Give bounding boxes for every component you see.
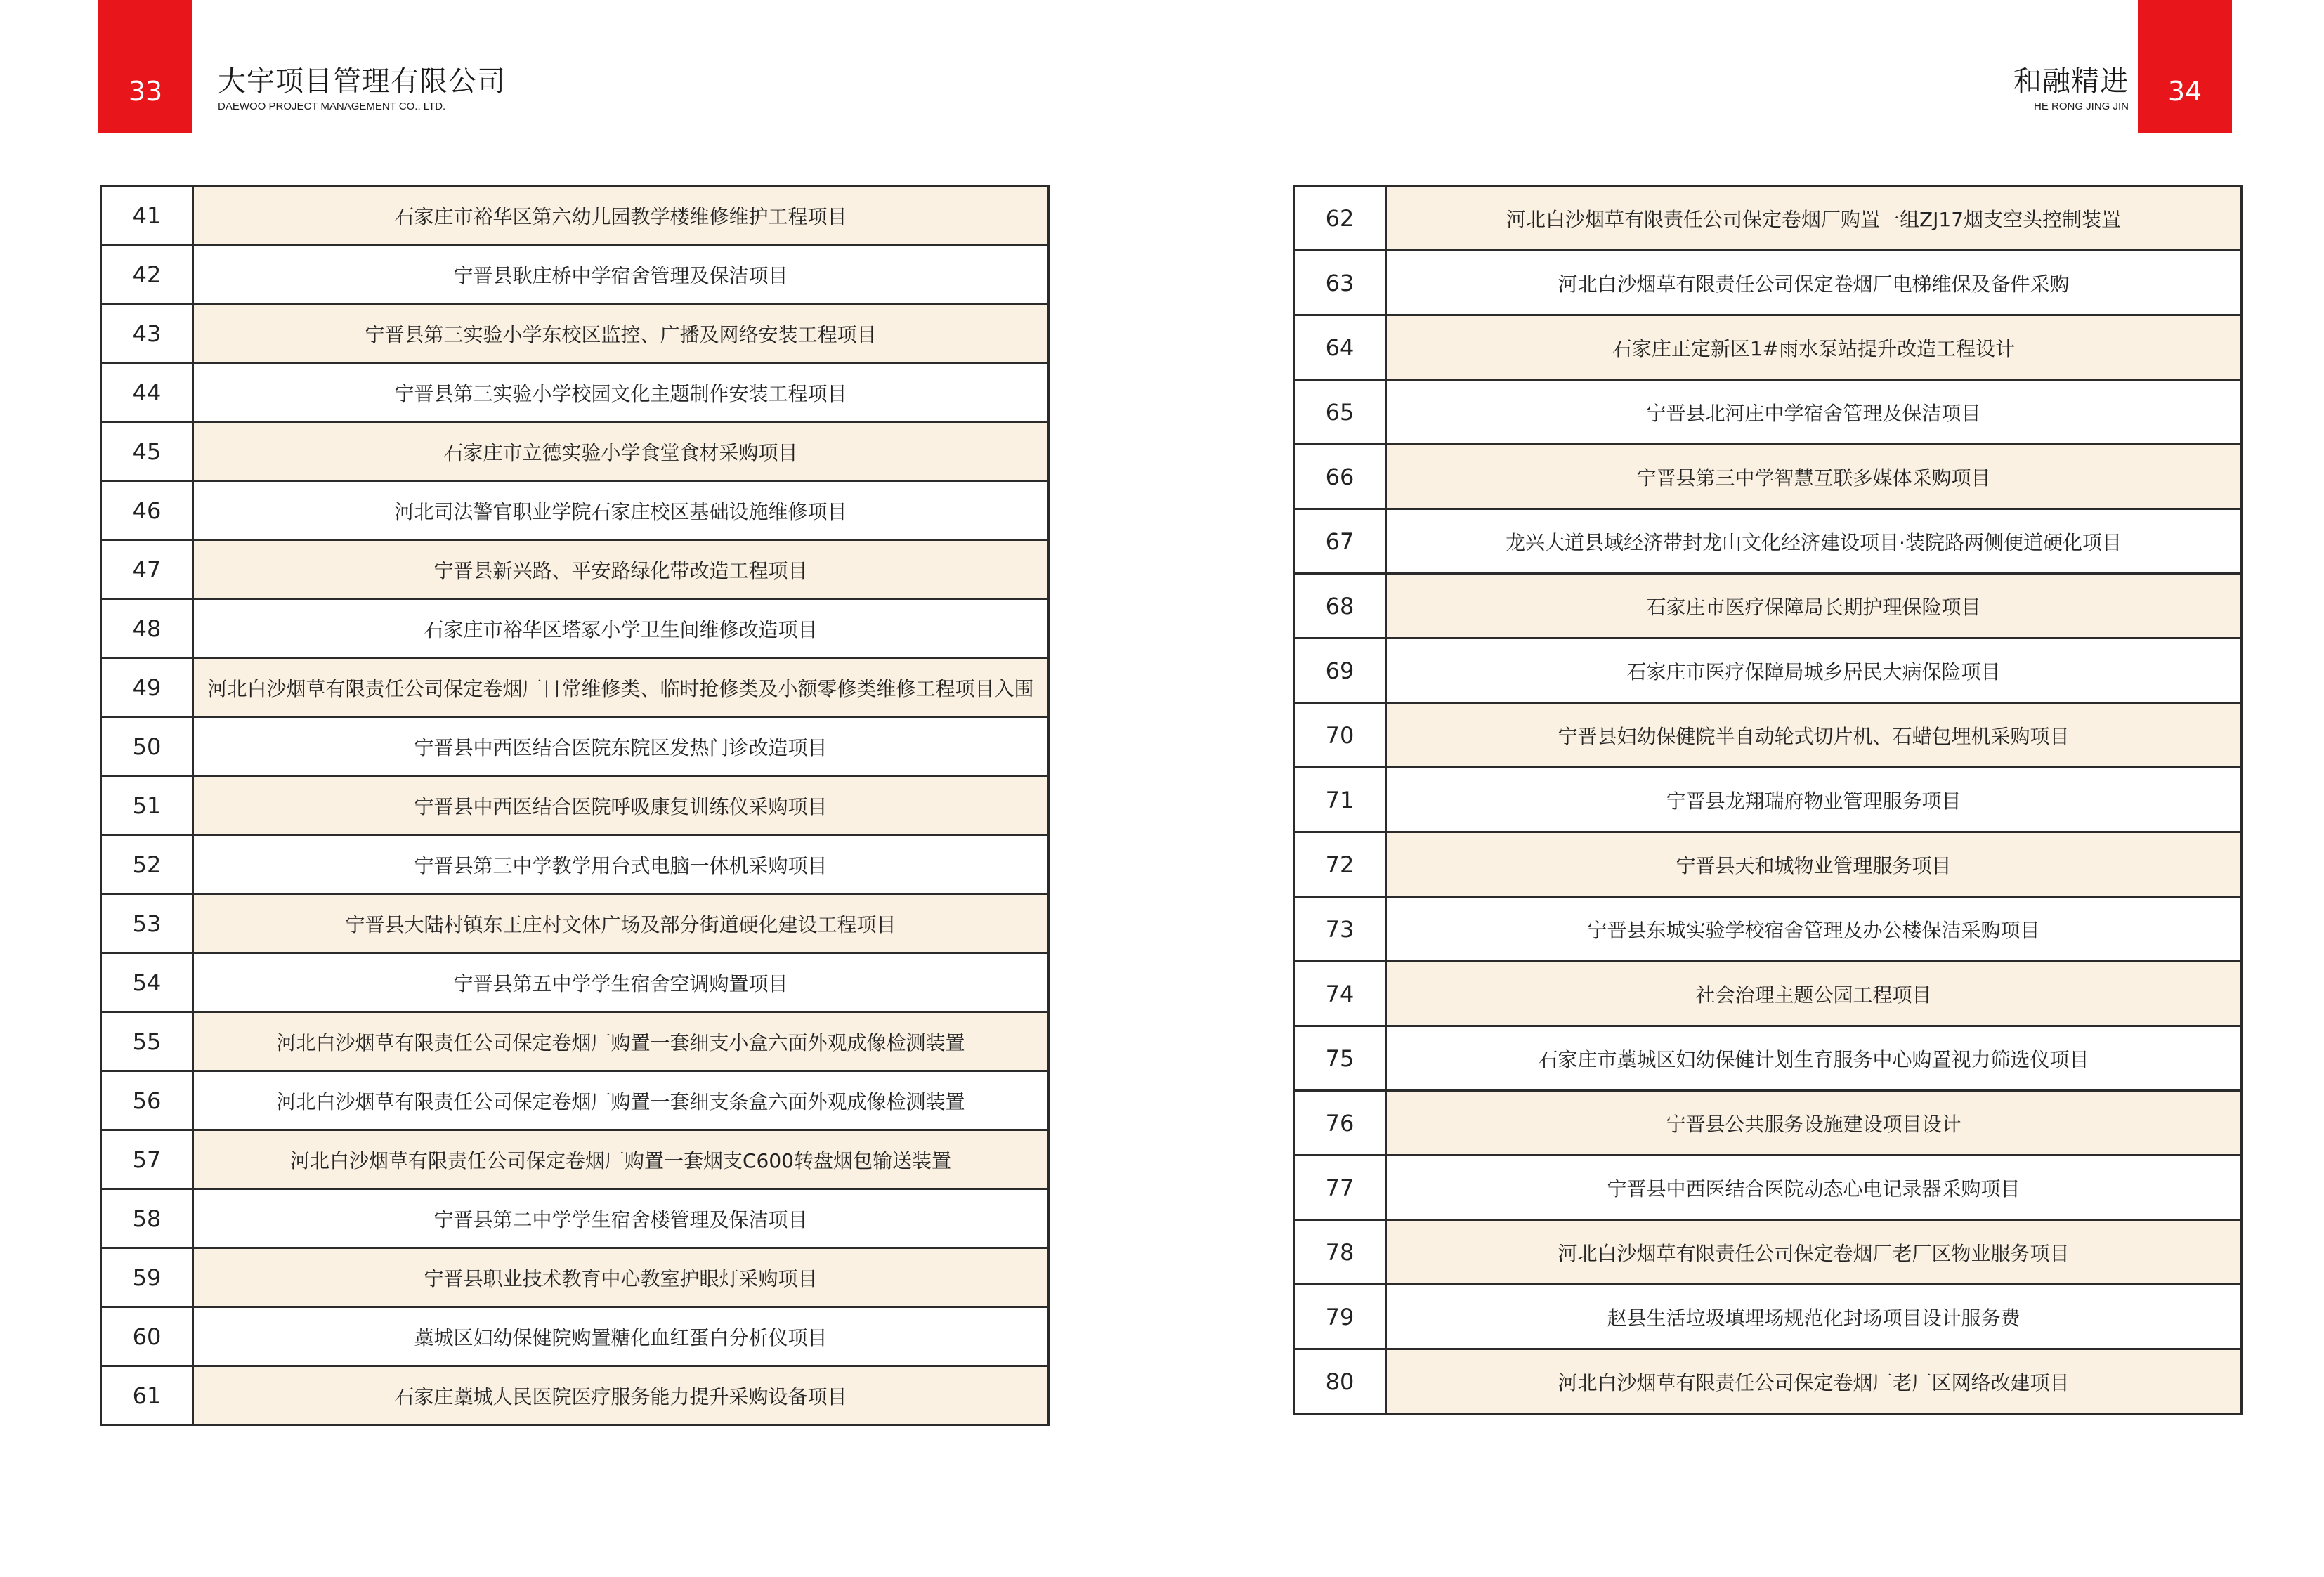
project-name: 宁晋县职业技术教育中心教室护眼灯采购项目 [193,1248,1049,1307]
table-row [101,304,1049,363]
project-name: 宁晋县中西医结合医院呼吸康复训练仪采购项目 [193,776,1049,835]
slogan-brand [2013,65,2129,114]
project-name: 宁晋县第三中学智慧互联多媒体采购项目 [1386,445,2242,509]
project-name: 宁晋县公共服务设施建设项目设计 [1386,1091,2242,1156]
table-row [1294,1156,2242,1220]
project-name: 宁晋县第二中学学生宿舍楼管理及保洁项目 [193,1189,1049,1248]
project-name: 河北白沙烟草有限责任公司保定卷烟厂购置一套细支条盒六面外观成像检测装置 [193,1071,1049,1130]
project-name: 石家庄市裕华区第六幼儿园教学楼维修维护工程项目 [193,186,1049,245]
project-name: 宁晋县妇幼保健院半自动轮式切片机、石蜡包埋机采购项目 [1386,703,2242,768]
project-number: 67 [1294,509,1386,574]
project-number: 48 [101,599,193,658]
project-name: 河北白沙烟草有限责任公司保定卷烟厂日常维修类、临时抢修类及小额零修类维修工程项目入围 [193,658,1049,717]
project-number: 51 [101,776,193,835]
table-row [101,776,1049,835]
project-name: 宁晋县大陆村镇东王庄村文体广场及部分街道硬化建设工程项目 [193,894,1049,953]
table-row [101,1189,1049,1248]
table-row [1294,445,2242,509]
project-number: 42 [101,245,193,304]
project-name: 石家庄藁城人民医院医疗服务能力提升采购设备项目 [193,1366,1049,1425]
project-number: 52 [101,835,193,894]
right-page-number-tab [2138,0,2232,133]
project-number: 62 [1294,186,1386,251]
table-row [1294,251,2242,315]
table-row [101,422,1049,481]
project-name: 宁晋县中西医结合医院东院区发热门诊改造项目 [193,717,1049,776]
table-row [101,1248,1049,1307]
project-number: 53 [101,894,193,953]
project-number: 70 [1294,703,1386,768]
project-name: 石家庄市藁城区妇幼保健计划生育服务中心购置视力筛选仪项目 [1386,1026,2242,1091]
left-page-number: 33 [128,76,163,107]
project-number: 68 [1294,574,1386,639]
project-name: 宁晋县中西医结合医院动态心电记录器采购项目 [1386,1156,2242,1220]
table-row [101,1366,1049,1425]
project-name: 石家庄市立德实验小学食堂食材采购项目 [193,422,1049,481]
project-name: 河北白沙烟草有限责任公司保定卷烟厂购置一组ZJ17烟支空头控制装置 [1386,186,2242,251]
table-row [101,953,1049,1012]
table-row [101,1307,1049,1366]
slogan-cn: 和融精进 [2013,65,2129,98]
project-name: 宁晋县天和城物业管理服务项目 [1386,832,2242,897]
project-name: 宁晋县北河庄中学宿舍管理及保洁项目 [1386,380,2242,445]
project-number: 75 [1294,1026,1386,1091]
project-name: 宁晋县第三中学教学用台式电脑一体机采购项目 [193,835,1049,894]
project-name: 石家庄正定新区1#雨水泵站提升改造工程设计 [1386,315,2242,380]
project-number: 79 [1294,1285,1386,1349]
project-number: 73 [1294,897,1386,962]
project-number: 77 [1294,1156,1386,1220]
table-row [1294,1220,2242,1285]
table-row [101,835,1049,894]
table-row [101,894,1049,953]
table-row [1294,1091,2242,1156]
company-name-cn: 大宇项目管理有限公司 [218,65,506,98]
project-name: 宁晋县新兴路、平安路绿化带改造工程项目 [193,540,1049,599]
table-row [101,245,1049,304]
project-name: 宁晋县第五中学学生宿舍空调购置项目 [193,953,1049,1012]
table-row [101,540,1049,599]
project-name: 石家庄市裕华区塔冢小学卫生间维修改造项目 [193,599,1049,658]
project-name: 社会治理主题公园工程项目 [1386,962,2242,1026]
project-number: 65 [1294,380,1386,445]
project-name: 宁晋县耿庄桥中学宿舍管理及保洁项目 [193,245,1049,304]
table-row [1294,962,2242,1026]
project-name: 藁城区妇幼保健院购置糖化血红蛋白分析仪项目 [193,1307,1049,1366]
table-row [101,599,1049,658]
table-row [101,481,1049,540]
table-row [1294,1285,2242,1349]
table-row [1294,639,2242,703]
project-number: 71 [1294,768,1386,832]
left-page-number-tab [98,0,192,133]
table-row [101,363,1049,422]
project-number: 80 [1294,1349,1386,1414]
project-name: 石家庄市医疗保障局长期护理保险项目 [1386,574,2242,639]
table-row [101,1071,1049,1130]
left-project-table [100,185,1050,1426]
project-number: 66 [1294,445,1386,509]
project-number: 63 [1294,251,1386,315]
project-name: 河北白沙烟草有限责任公司保定卷烟厂购置一套烟支C600转盘烟包输送装置 [193,1130,1049,1189]
project-number: 55 [101,1012,193,1071]
project-number: 43 [101,304,193,363]
project-name: 河北白沙烟草有限责任公司保定卷烟厂电梯维保及备件采购 [1386,251,2242,315]
table-row [1294,897,2242,962]
table-row [1294,768,2242,832]
table-row [101,658,1049,717]
project-name: 河北白沙烟草有限责任公司保定卷烟厂老厂区物业服务项目 [1386,1220,2242,1285]
project-name: 石家庄市医疗保障局城乡居民大病保险项目 [1386,639,2242,703]
table-row [101,1012,1049,1071]
project-name: 赵县生活垃圾填埋场规范化封场项目设计服务费 [1386,1285,2242,1349]
project-number: 76 [1294,1091,1386,1156]
right-project-table [1293,185,2243,1415]
table-row [101,717,1049,776]
table-row [1294,380,2242,445]
project-number: 45 [101,422,193,481]
project-name: 宁晋县第三实验小学校园文化主题制作安装工程项目 [193,363,1049,422]
project-name: 河北白沙烟草有限责任公司保定卷烟厂老厂区网络改建项目 [1386,1349,2242,1414]
project-number: 49 [101,658,193,717]
project-number: 59 [101,1248,193,1307]
table-row [1294,1349,2242,1414]
project-name: 河北白沙烟草有限责任公司保定卷烟厂购置一套细支小盒六面外观成像检测装置 [193,1012,1049,1071]
table-row [1294,186,2242,251]
project-name: 龙兴大道县域经济带封龙山文化经济建设项目·装院路两侧便道硬化项目 [1386,509,2242,574]
table-row [1294,574,2242,639]
project-number: 54 [101,953,193,1012]
project-number: 74 [1294,962,1386,1026]
company-name-en: DAEWOO PROJECT MANAGEMENT CO., LTD. [218,100,446,112]
table-row [1294,509,2242,574]
project-name: 宁晋县东城实验学校宿舍管理及办公楼保洁采购项目 [1386,897,2242,962]
project-number: 56 [101,1071,193,1130]
project-number: 44 [101,363,193,422]
project-name: 宁晋县第三实验小学东校区监控、广播及网络安装工程项目 [193,304,1049,363]
project-number: 46 [101,481,193,540]
project-number: 72 [1294,832,1386,897]
project-number: 47 [101,540,193,599]
company-brand [218,65,506,114]
right-page-number: 34 [2167,76,2202,107]
project-name: 宁晋县龙翔瑞府物业管理服务项目 [1386,768,2242,832]
table-row [101,186,1049,245]
project-number: 50 [101,717,193,776]
project-number: 60 [101,1307,193,1366]
table-row [1294,703,2242,768]
slogan-pinyin: HE RONG JING JIN [2033,100,2129,112]
table-row [1294,1026,2242,1091]
project-number: 64 [1294,315,1386,380]
project-number: 69 [1294,639,1386,703]
project-number: 41 [101,186,193,245]
project-number: 58 [101,1189,193,1248]
project-number: 78 [1294,1220,1386,1285]
project-number: 57 [101,1130,193,1189]
project-name: 河北司法警官职业学院石家庄校区基础设施维修项目 [193,481,1049,540]
table-row [101,1130,1049,1189]
table-row [1294,832,2242,897]
table-row [1294,315,2242,380]
project-number: 61 [101,1366,193,1425]
